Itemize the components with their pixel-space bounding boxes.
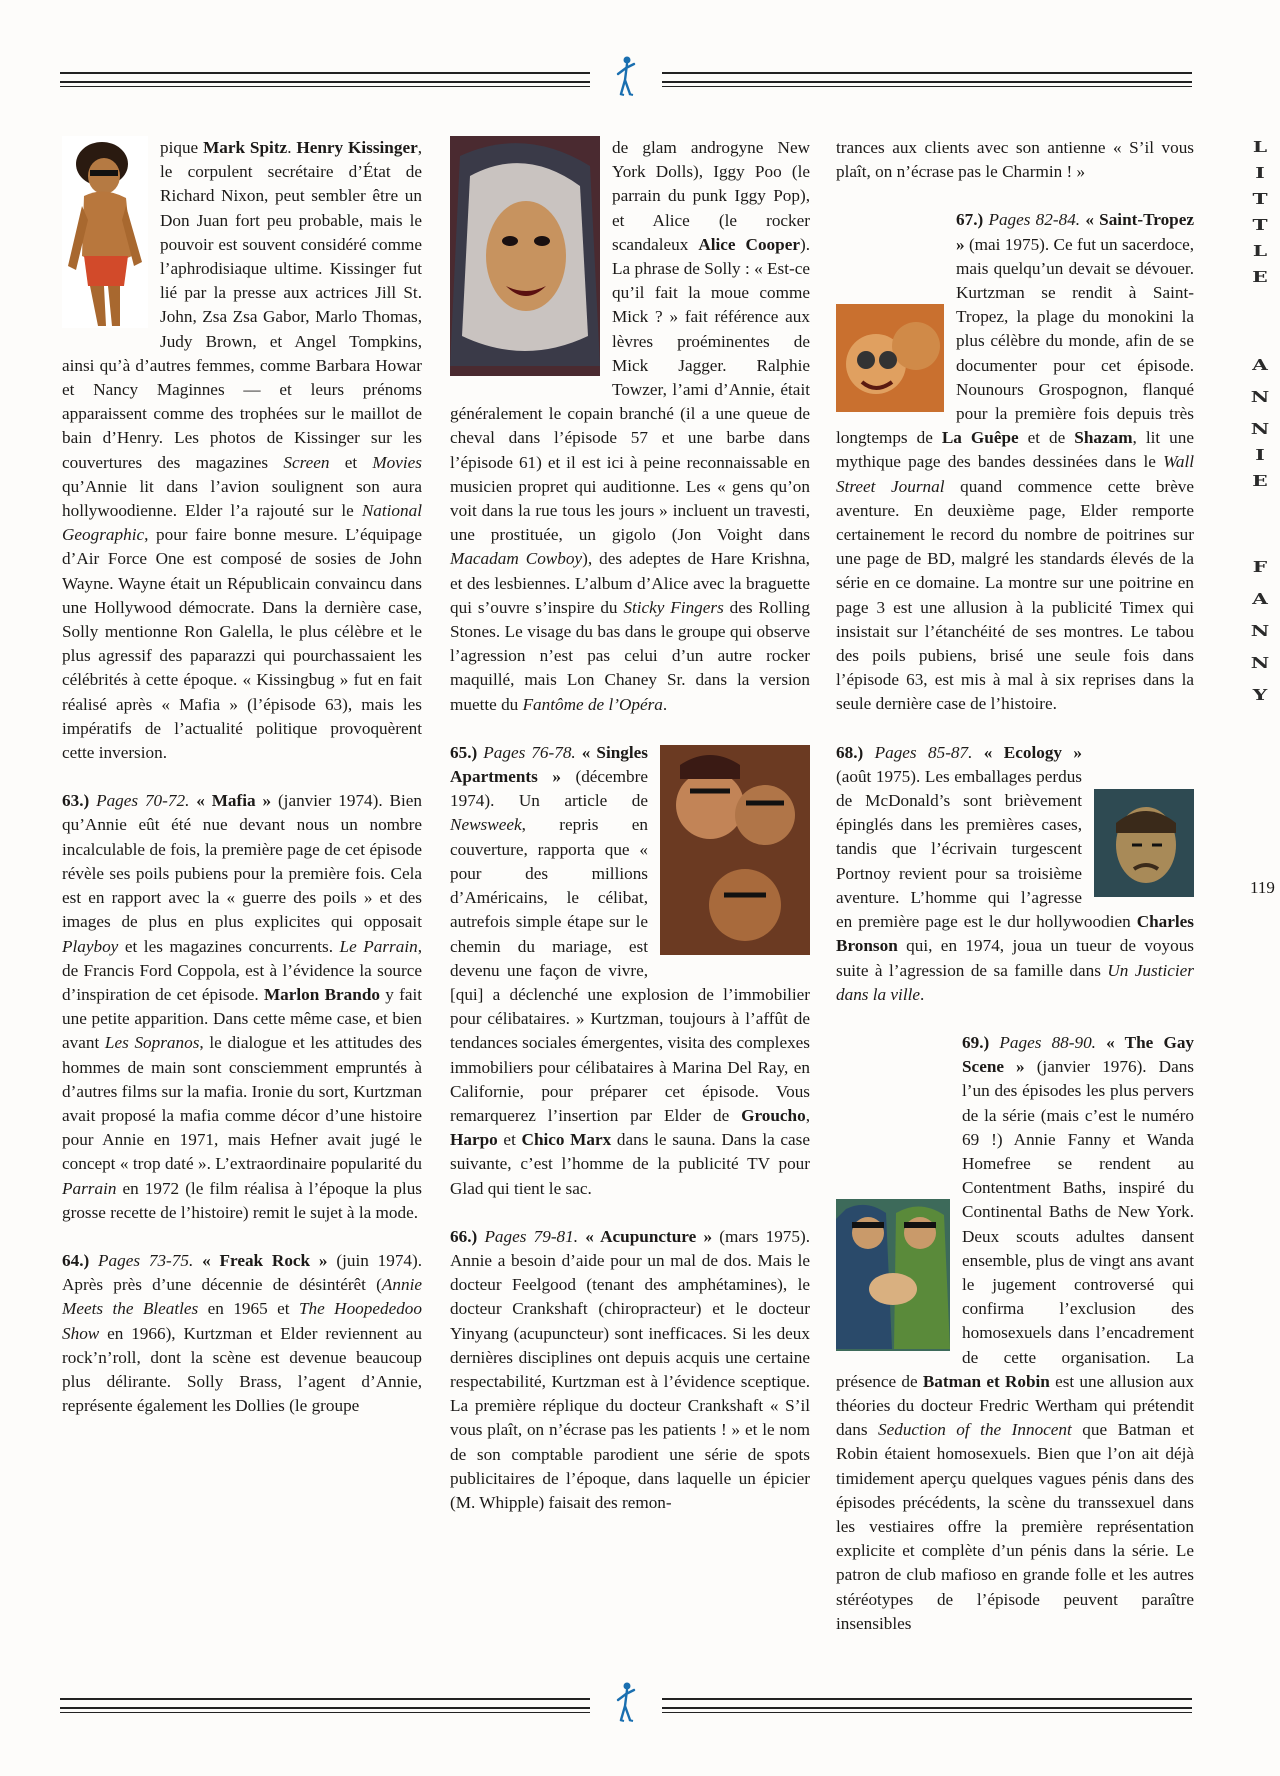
column-1 bbox=[62, 136, 422, 1418]
entry-64: 64.) Pages 73-75. « Freak Rock » (juin 1974). Après près d’une décennie de désintérêt (Annie Meets the Bleatles en 1965 et The Hoopededoo Show en 1966), Kurtzman et Elder reviennent au rock’n’roll, dont la scène est devenue beaucoup plus délirante. Solly Brass, l’agent d’Annie, représente également les Dollies (le groupe bbox=[62, 1250, 423, 1416]
entry-68: 68.) Pages 85-87. « Ecology » (août 1975). Les emballages perdus de McDonald’s sont brièvement épinglés dans les premières cases, tandis que l’écrivain turgescent Portnoy revient pour sa troisième aventure. L’homme qui l’agresse en première page est le dur hollywoodien Charles Bronson qui, en 1974, joua un tueur de voyous suite à l’agression de sa famille dans Un Justicier dans la ville. bbox=[836, 742, 1194, 1004]
page-number: 119 bbox=[1250, 878, 1275, 897]
charles-bronson-illustration bbox=[1094, 789, 1194, 897]
entry-65: 65.) Pages 76-78. « Singles Apartments » (décembre 1974). Un article de Newsweek, repris en couverture, rapporta que « pour des millions d’Américains, le célibat, autrefois simple étape sur le chemin du mariage, est devenu une façon de vivre, [qui] a déclenché une explosion de l’immobilier pour célibataires. » Kurtzman, toujours à l’affût de tendances sociales émergentes, visita des complexes immobiliers pour célibataires à Marina Del Ray, en Californie, pour préparer cet épisode. Vous remarquerez l’insertion par Elder de Groucho, Harpo et Chico Marx dans le sauna. Dans la case suivante, c’est l’homme de la publicité TV pour Glad qui tient le sac. bbox=[450, 742, 810, 1198]
entry-63: 63.) Pages 70-72. « Mafia » (janvier 1974). Bien qu’Annie eût été nue devant nous un nombre incalculable de fois, la première page de cet épisode révèle ses poils pubiens pour la première fois. Cela est en rapport avec la « guerre des poils » et des images de plus en plus explicites qui opposait Playboy et les magazines concurrents. Le Parrain, de Francis Ford Coppola, est à l’évidence la source d’inspiration de cet épisode. Marlon Brando y fait une petite apparition. Dans cette même case, et bien avant Les Sopranos, le dialogue et les attitudes des hommes de main sont consciemment empruntés à d’autres films sur la mafia. Ironie du sort, Kurtzman avait proposé la mafia comme décor d’une histoire pour Annie en 1971, mais Hefner avait jugé le concept « trop daté ». L’extraordinaire popularité du Parrain en 1972 (le film réalisa à l’époque la plus grosse recette de l’histoire) remit le sujet à la mode. bbox=[62, 791, 423, 1222]
side-title: L I T T L E A N N I E F A N N Y bbox=[1250, 138, 1270, 704]
batman-robin-illustration bbox=[836, 1199, 950, 1351]
entry-67: 67.) Pages 82-84. « Saint-Tropez » (mai 1975). Ce fut un sacerdoce, mais quelqu’un devait se dévouer. Kurtzman se rendit à Saint-Tropez, la plage du monokini la plus célèbre du monde, afin de se documenter pour cet épisode. Nounours Grospognon, flanqué pour la première fois depuis très longtemps de La Guêpe et de Shazam, lit une mythique page des bandes dessinées dans le Wall Street Journal quand commence cette brève aventure. En deuxième page, Elder remporte certainement le record du nombre de poitrines sur une page de BD, malgré les standards élevés de la série en ce domaine. La montre sur une poitrine en page 3 est une allusion à la publicité Timex qui insistait sur l’étanchéité de ses montres. Le tabou des poils pubiens, brisé une seule fois dans l’épisode 63, est mis à mal à six reprises dans la seule dernière case de l’histoire. bbox=[836, 210, 1195, 714]
column-2 bbox=[450, 136, 810, 1515]
entry-69: 69.) Pages 88-90. « The Gay Scene » (janvier 1976). Dans l’un des épisodes les plus pervers de la série (mais c’est le numéro 69 !) Annie Fanny et Wanda Homefree se rendent au Contentment Baths, inspiré du Continental Baths de New York. Deux scouts adultes dansent ensemble, plus de vingt ans avant le jugement controversé qui confirma l’exclusion des homosexuels dans l’encadrement de cette organisation. La présence de Batman et Robin est une allusion aux théories du docteur Fredric Wertham qui prétendit dans Seduction of the Innocent que Batman et Robin étaient homosexuels. Bien que l’on ait déjà timidement aperçu quelques vagues pénis dans des épisodes précédents, la scène du transsexuel dans les vestiaires offre la première représentation explicite et complète d’un pénis dans la série. Le patron de club mafioso en grande folle et les autres stéréotypes de l’épisode peuvent paraître insensibles bbox=[836, 1032, 1195, 1633]
nounours-illustration bbox=[836, 304, 944, 412]
text-intro: pique Mark Spitz. Henry Kissinger, le corpulent secrétaire d’État de Richard Nixon, peut sembler être un Don Juan fort peu probable, mais le pouvoir est souvent considéré comme l’aphrodisiaque ultime. Kissinger fut lié par la presse aux actrices Jill St. John, Zsa Zsa Gabor, Marlo Thomas, Judy Brown, et Angel Tompkins, ainsi qu’à d’autres femmes, comme Barbara Howar et Nancy Maginnes — et leurs prénoms apparaissent comme des trophées sur le maillot de bain d’Henry. Les photos de Kissinger sur les couvertures des magazines Screen et Movies qu’Annie lit dans l’avion soulignent son aura hollywoodienne. Elder l’a rajouté sur le National Geographic, pour faire bonne mesure. L’équipage d’Air Force One est composé de sosies de John Wayne. Wayne était un Républicain convaincu dans une Hollywood démocrate. Dans la dernière case, Solly mentionne Ron Galella, le plus célèbre et le plus agressif des paparazzi qui pourchassaient les célébrités à cette époque. « Kissingbug » fut en fait réalisé après « Mafia » (l’épisode 63), mais les impératifs de l’actualité politique provoquèrent cette inversion. bbox=[62, 138, 423, 763]
rabbit-figure-icon bbox=[612, 1680, 640, 1730]
entry-66: 66.) Pages 79-81. « Acupuncture » (mars 1975). Annie a besoin d’aide pour un mal de dos. Mais le docteur Feelgood (tenant des amphétamines), le docteur Crankshaft (chiropracteur) et le docteur Yinyang (acupuncteur) sont inefficaces. Si les deux dernières disciplines ont depuis acquis une certaine respectabilité, Kurtzman est à l’évidence sceptique. La première réplique du docteur Crankshaft « S’il vous plaît, on n’écrase pas les patients ! » et le nom de son comptable parodient une série de spots publicitaires de l’époque, dans laquelle un épicier (M. Whipple) faisait des remon- bbox=[450, 1226, 811, 1512]
column-3 bbox=[836, 136, 1194, 1636]
marx-brothers-illustration bbox=[660, 745, 810, 955]
alice-cooper-illustration bbox=[450, 136, 600, 376]
entry-66-continued: trances aux clients avec son antienne « S’il vous plaît, on n’écrase pas le Charmin ! » bbox=[836, 138, 1194, 182]
entry-64-continued: de glam androgyne New York Dolls), Iggy Poo (le parrain du punk Iggy Pop), et Alice (le rocker scandaleux Alice Cooper). La phrase de Solly : « Est-ce qu’il fait la moue comme Mick ? » fait référence aux lèvres proéminentes de Mick Jagger. Ralphie Towzer, l’ami d’Annie, était généralement le copain branché (il a une queue de cheval dans l’épisode 57 et une barbe dans l’épisode 61) et il est ici à peine reconnaissable en musicien propret qui auditionne. Les « gens qu’on voit dans la rue tous les jours » incluent un travesti, une prostituée, un gigolo (Jon Voight dans Macadam Cowboy), des adeptes de Hare Krishna, et des lesbiennes. L’album d’Alice avec la braguette qui s’ouvre s’inspire du Sticky Fingers des Rolling Stones. Le visage du bas dans le groupe qui observe l’agression n’est pas celui d’un autre rocker maquillé, mais Lon Chaney Sr. dans la version muette du Fantôme de l’Opéra. bbox=[450, 138, 810, 714]
rabbit-figure-icon bbox=[612, 54, 640, 104]
mark-spitz-illustration bbox=[62, 136, 148, 328]
